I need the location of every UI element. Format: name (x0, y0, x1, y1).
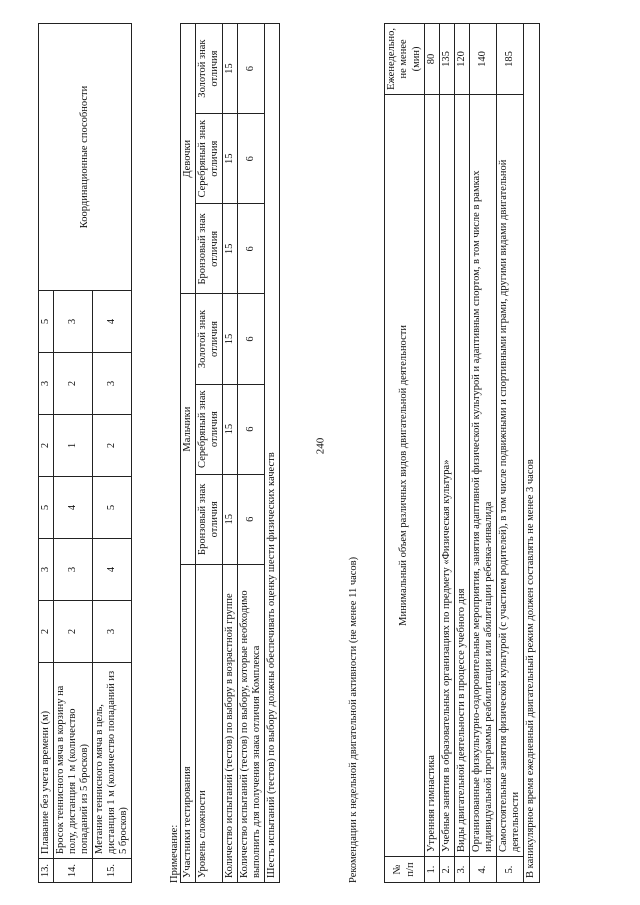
table-row (470, 23, 497, 882)
cell-value: 6 (238, 113, 265, 203)
level-label: Уровень сложности (196, 564, 223, 882)
row-label: Количество испытаний (тестов) по выбору, которые необходимо выполнить для получения знака отличия Комплекса (238, 564, 265, 882)
test-name: Плавание без учета времени (м) (39, 662, 54, 858)
row-number: 2. (440, 856, 455, 882)
cell-value: 3 (93, 352, 132, 414)
cell-value: 6 (238, 23, 265, 113)
page-number: 240 (314, 437, 327, 455)
cell-value: 15 (223, 293, 238, 383)
cell-value: 4 (54, 476, 93, 538)
girls-header: Девочки (181, 23, 196, 293)
note-title: Примечание: (169, 824, 180, 883)
row-number: 13. (39, 858, 54, 882)
table-row (39, 23, 54, 882)
table-row (524, 23, 539, 882)
number-header: № п/п (385, 856, 425, 882)
minutes-value: 185 (497, 23, 524, 94)
table-row (196, 23, 223, 882)
time-header: Еженедельно, не менее (мин) (385, 23, 425, 94)
activity-name: Организованные физкультурно-оздоровительные мероприятия, занятия адаптивной физической культурой и адаптивным спортом, в том числе в рамках индивидуальной программы реабилитации или абилитации ребенка-инвалида (470, 94, 497, 856)
activity-name: Виды двигательной деятельности в процессе учебного дня (455, 94, 470, 856)
cell-value: 5 (39, 290, 54, 352)
cell-value: 6 (238, 203, 265, 293)
table-row (238, 23, 265, 882)
boys-header: Мальчики (181, 293, 196, 563)
row-number: 5. (497, 856, 524, 882)
cell-value: 15 (223, 23, 238, 113)
row-number: 14. (54, 858, 93, 882)
cell-value: 1 (54, 414, 93, 476)
cell-value: 6 (238, 474, 265, 564)
cell-value: 3 (39, 352, 54, 414)
category-label: Координационные способности (39, 23, 132, 290)
row-number: 3. (455, 856, 470, 882)
minutes-value: 80 (425, 23, 440, 94)
cell-value: 15 (223, 384, 238, 474)
cell-value: 4 (93, 290, 132, 352)
table-row (265, 23, 280, 882)
table-row (223, 23, 238, 882)
row-number: 1. (425, 856, 440, 882)
silver-header: Серебряный знак отличия (196, 113, 223, 203)
participants-label: Участники тестирования (181, 564, 196, 882)
table-row (181, 23, 196, 882)
test-name: Метание теннисного мяча в цель, дистанция 1 м (количество попаданий из 5 бросков) (93, 662, 132, 858)
activity-name: Утренняя гимнастика (425, 94, 440, 856)
table-row (425, 23, 440, 882)
cell-value: 5 (39, 476, 54, 538)
cell-value: 2 (39, 600, 54, 662)
cell-value: 2 (93, 414, 132, 476)
standards-table (38, 23, 132, 883)
cell-value: 6 (238, 293, 265, 383)
minutes-value: 135 (440, 23, 455, 94)
cell-value: 2 (54, 352, 93, 414)
recommendation-heading: Рекомендации к недельной двигательной активности (не менее 11 часов) (348, 556, 359, 883)
cell-value: 15 (223, 474, 238, 564)
activity-name: Учебные занятия в образовательных организациях по предмету «Физическая культура» (440, 94, 455, 856)
bronze-header: Бронзовый знак отличия (196, 474, 223, 564)
cell-value: 3 (39, 538, 54, 600)
table-row (497, 23, 524, 882)
activity-header: Минимальный объем различных видов двигательной деятельности (385, 94, 425, 856)
minutes-value: 140 (470, 23, 497, 94)
rotated-document (30, 23, 610, 883)
cell-value: 3 (54, 290, 93, 352)
minutes-value: 120 (455, 23, 470, 94)
cell-value: 6 (238, 384, 265, 474)
cell-value: 2 (39, 414, 54, 476)
row-number: 15. (93, 858, 132, 882)
cell-value: 3 (54, 538, 93, 600)
table-footer: В каникулярное время ежедневный двигательный режим должен составлять не менее 3 часов (524, 23, 539, 882)
gold-header: Золотой знак отличия (196, 23, 223, 113)
tests-choice-table (180, 23, 280, 883)
cell-value: 3 (93, 600, 132, 662)
table-row (440, 23, 455, 882)
cell-value: 15 (223, 203, 238, 293)
table-row (455, 23, 470, 882)
silver-header: Серебряный знак отличия (196, 384, 223, 474)
cell-value: 4 (93, 538, 132, 600)
cell-value: 2 (54, 600, 93, 662)
table-footnote: Шесть испытаний (тестов) по выбору должны обеспечивать оценку шести физических качеств (265, 23, 280, 882)
row-number: 4. (470, 856, 497, 882)
cell-value: 5 (93, 476, 132, 538)
bronze-header: Бронзовый знак отличия (196, 203, 223, 293)
activity-table (384, 23, 540, 883)
cell-value: 15 (223, 113, 238, 203)
table-row (385, 23, 425, 882)
row-label: Количество испытаний (тестов) по выбору в возрастной группе (223, 564, 238, 882)
test-name: Бросок теннисного мяча в корзину на полу, дистанция 1 м (количество попаданий из 5 бросков) (54, 662, 93, 858)
gold-header: Золотой знак отличия (196, 293, 223, 383)
activity-name: Самостоятельные занятия физической культурой (с участием родителей), в том числе подвижными и спортивными играми, другими видами двигательной деятельности (497, 94, 524, 856)
